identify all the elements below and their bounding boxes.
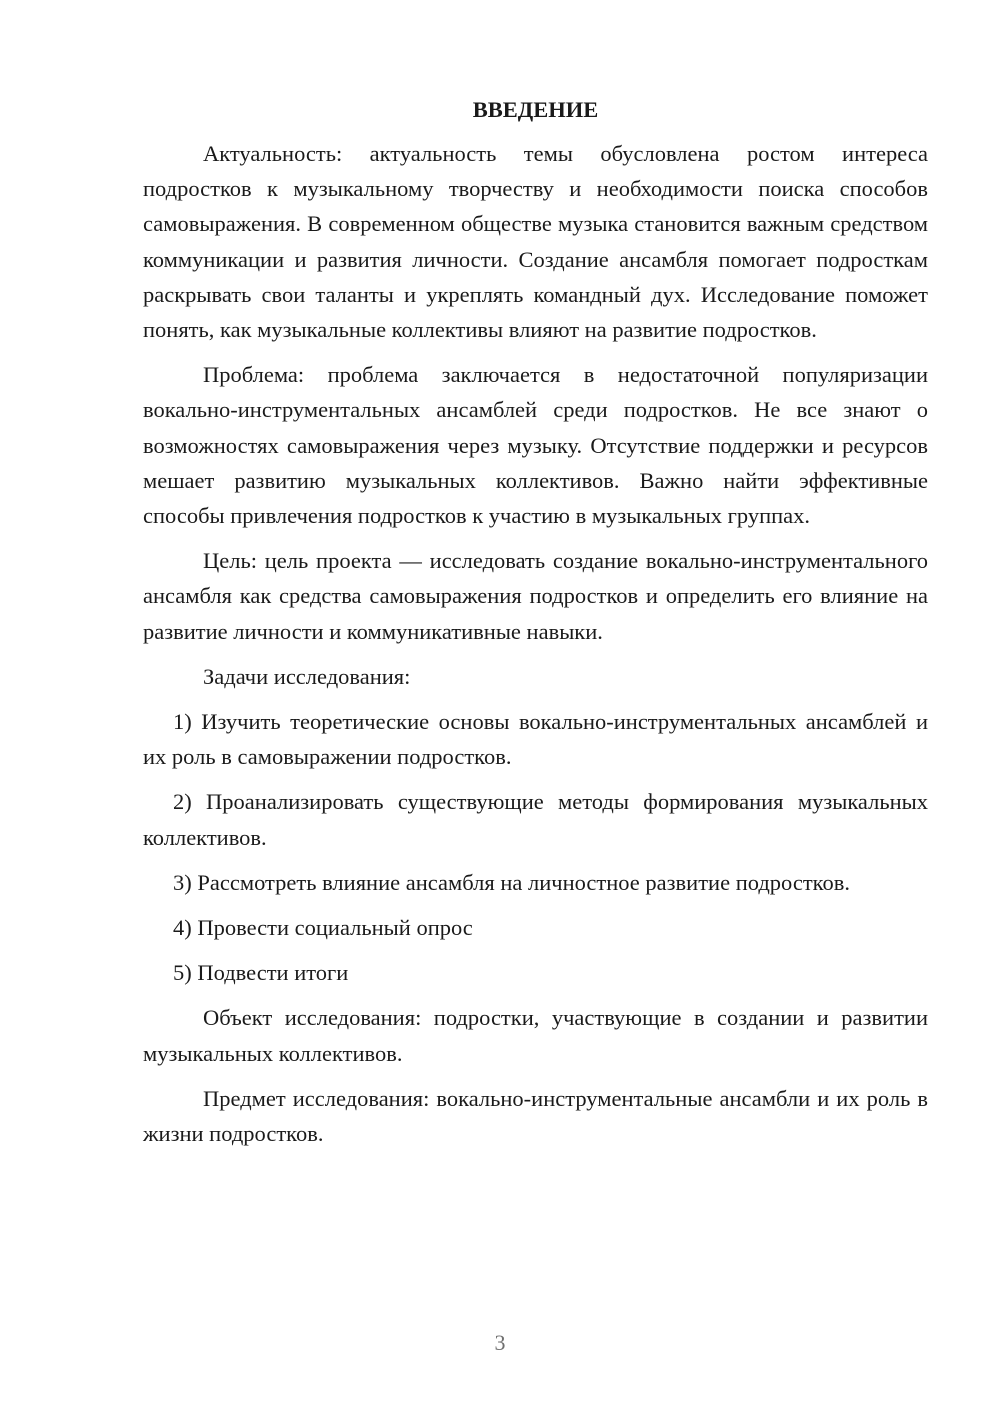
object-paragraph: Объект исследования: подростки, участвующие в создании и развитии музыкальных коллективов. [143,1005,928,1066]
page-title: ВВЕДЕНИЕ [472,97,599,122]
document-page [143,90,928,1161]
tasks-heading: Задачи исследования: [203,663,411,689]
task-item-2: 2) Проанализировать существующие методы формирования музыкальных коллективов. [143,789,928,850]
subject-paragraph: Предмет исследования: вокально-инструментальные ансамбли и их роль в жизни подростков. [143,1085,928,1147]
task-item-4: 4) Провести социальный опрос [173,915,473,941]
relevance-paragraph: Актуальность: актуальность темы обусловлена ростом интереса подростков к музыкальному творчеству и необходимости поиска способов самовыражения. В современном обществе музыка становится важным средством коммуникации и развития личности. Создание ансамбля помогает подросткам раскрывать свои таланты и укреплять командный дух. Исследование поможет понять, как музыкальные коллективы влияют на развитие подростков. [143,141,928,343]
task-item-3: 3) Рассмотреть влияние ансамбля на личностное развитие подростков. [173,869,850,895]
task-item-1: 1) Изучить теоретические основы вокально-инструментальных ансамблей и их роль в самовыражении подростков. [143,709,928,770]
page-number: 3 [494,1330,506,1355]
task-item-5: 5) Подвести итоги [173,960,349,986]
goal-paragraph: Цель: цель проекта — исследовать создание вокально-инструментального ансамбля как средства самовыражения подростков и определить его влияние на развитие личности и коммуникативные навыки. [143,548,928,644]
problem-paragraph: Проблема: проблема заключается в недостаточной популяризации вокально-инструментальных ансамблей среди подростков. Не все знают о возможностях самовыражения через музыку. Отсутствие поддержки и ресурсов мешает развитию музыкальных коллективов. Важно найти эффективные способы привлечения подростков к участию в музыкальных группах. [143,362,928,529]
